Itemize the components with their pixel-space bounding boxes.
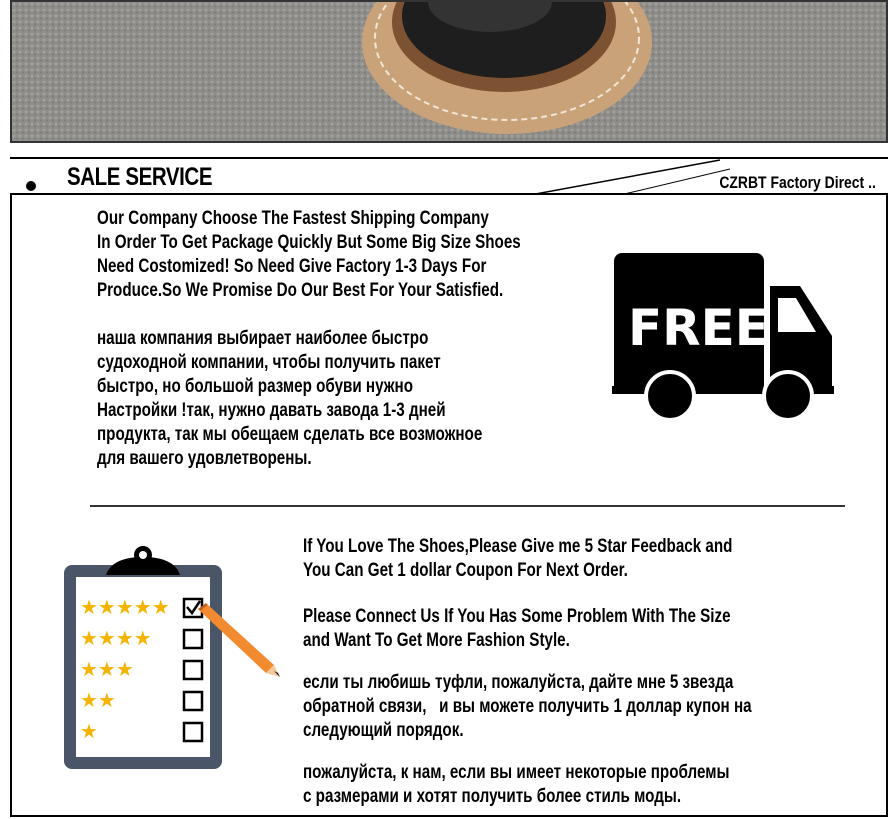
text-line: You Can Get 1 dollar Coupon For Next Order. (303, 560, 628, 581)
header-diagonal-lines (530, 159, 730, 195)
truck-label: FREE (628, 299, 769, 357)
text-line: Need Costomized! So Need Give Factory 1-3 Days For (97, 256, 487, 277)
section-divider (90, 505, 845, 507)
text-line: наша компания выбирает наиболее быстро (97, 328, 429, 349)
text-line: Produce.So We Promise Do Our Best For Your Satisfied. (97, 280, 504, 301)
text-line: обратной связи, и вы можете получить 1 доллар купон на (303, 696, 752, 717)
text-line: and Want To Get More Fashion Style. (303, 630, 570, 651)
rating-stars-5: ★★★★★ (80, 595, 170, 619)
text-line: Please Connect Us If You Has Some Problem With The Size (303, 606, 731, 627)
feedback-text-3 (303, 671, 752, 743)
free-truck-icon (612, 250, 834, 422)
text-line: быстро, но большой размер обуви нужно (97, 376, 413, 397)
text-line: In Order To Get Package Quickly But Some Big Size Shoes (97, 232, 521, 253)
bullet-icon (26, 181, 36, 191)
text-line: Настройки !так, нужно давать завода 1-3 дней (97, 400, 446, 421)
text-line: для вашего удовлетворены. (97, 448, 312, 469)
text-line: If You Love The Shoes,Please Give me 5 Star Feedback and (303, 536, 733, 557)
text-line: следующий порядок. (303, 720, 464, 741)
feedback-text-4 (303, 761, 729, 809)
text-line: Our Company Choose The Fastest Shipping Company (97, 208, 489, 229)
section-title: SALE SERVICE (67, 163, 213, 191)
shipping-russian-text (97, 327, 482, 471)
section-header (10, 157, 888, 195)
text-line: если ты любишь туфли, пожалуйста, дайте мне 5 звезда (303, 672, 734, 693)
rating-clipboard-icon (62, 545, 284, 773)
feedback-text-1 (303, 535, 732, 583)
rating-stars-2: ★★ (80, 688, 116, 712)
product-photo (10, 0, 888, 143)
text-line: судоходной компании, чтобы получить пакет (97, 352, 441, 373)
rating-stars-3: ★★★ (80, 657, 134, 681)
shipping-english-text (97, 207, 521, 303)
factory-label: CZRBT Factory Direct .. (719, 173, 876, 192)
feedback-text-2 (303, 605, 731, 653)
text-line: продукта, так мы обещаем сделать все возможное (97, 424, 483, 445)
rating-stars-1: ★ (80, 719, 98, 743)
text-line: пожалуйста, к нам, если вы имеет некоторые проблемы (303, 762, 730, 783)
rating-stars-4: ★★★★ (80, 626, 152, 650)
text-line: с размерами и хотят получить более стиль моды. (303, 786, 682, 807)
